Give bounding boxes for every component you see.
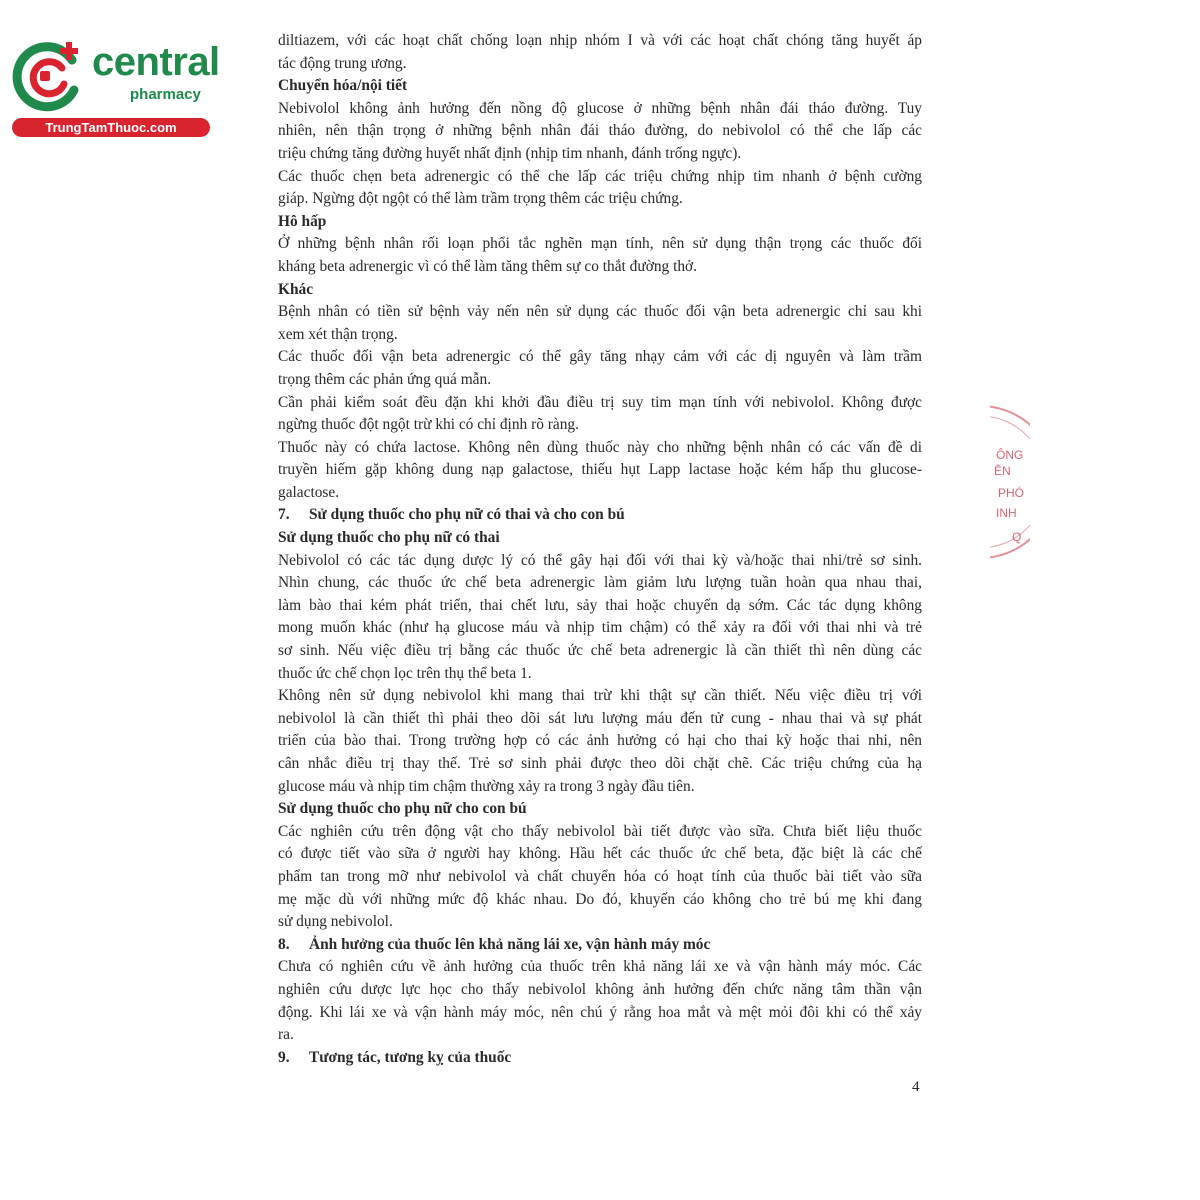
section-number: 9. bbox=[278, 1048, 290, 1066]
text-line: giáp. Ngừng đột ngột có thể làm trầm trọng thêm các triệu chứng. bbox=[278, 190, 683, 208]
section-heading-7 bbox=[278, 504, 922, 527]
section-title: Sử dụng thuốc cho phụ nữ có thai và cho con bú bbox=[309, 506, 625, 524]
text-line: phẩm tan trong mỡ như nebivolol và chất chuyển hóa có hoạt tính của thuốc bài tiết vào sữa bbox=[278, 867, 922, 885]
text-line: triệu chứng tăng đường huyết nhất định (nhịp tim nhanh, đánh trống ngực). bbox=[278, 144, 742, 162]
document-body bbox=[278, 30, 922, 1069]
subheading-respiratory: Hô hấp bbox=[278, 212, 327, 230]
text-line: glucose máu và nhịp tim chậm thường xảy ra trong 3 ngày đầu tiên. bbox=[278, 777, 695, 795]
text-line: sơ sinh. Nếu việc điều trị bằng các thuốc ức chế beta adrenergic là cần thiết thì nên dùng các bbox=[278, 642, 922, 660]
text-line: Bệnh nhân có tiền sử bệnh vảy nến nên sử dụng các thuốc đối vận beta adrenergic chỉ sau khi bbox=[278, 303, 922, 321]
text-line: Nebivolol không ảnh hưởng đến nồng độ glucose ở những bệnh nhân đái tháo đường. Tuy bbox=[278, 99, 922, 117]
section-title: Tương tác, tương kỵ của thuốc bbox=[309, 1048, 512, 1066]
subheading-pregnancy: Sử dụng thuốc cho phụ nữ có thai bbox=[278, 529, 500, 547]
text-line: trọng thêm các phản ứng quá mẫn. bbox=[278, 370, 492, 388]
text-line: triển của bào thai. Trong trường hợp có các ảnh hưởng có hại cho thai kỳ hoặc thai nhi, nên bbox=[278, 732, 922, 750]
subheading-other: Khác bbox=[278, 280, 314, 298]
stamp-fragment: ÊN bbox=[994, 464, 1011, 478]
official-stamp bbox=[990, 402, 1030, 562]
text-line: động. Khi lái xe và vận hành máy móc, nên chú ý rằng hoa mắt và mệt mỏi đôi khi có thể xảy bbox=[278, 1003, 922, 1021]
text-line: Các nghiên cứu trên động vật cho thấy nebivolol bài tiết được vào sữa. Chưa biết liệu thuốc bbox=[278, 822, 922, 840]
section-heading-8 bbox=[278, 934, 922, 957]
text-line: tác động trung ương. bbox=[278, 54, 407, 72]
page-number: 4 bbox=[912, 1079, 920, 1095]
section-number: 7. bbox=[278, 506, 290, 524]
text-line: Không nên sử dụng nebivolol khi mang thai trừ khi thật sự cần thiết. Nếu việc điều trị với bbox=[278, 687, 922, 705]
text-line: Cần phải kiểm soát đều đặn khi khởi đầu điều trị suy tim mạn tính với nebivolol. Không được bbox=[278, 393, 922, 411]
section-number: 8. bbox=[278, 935, 290, 953]
text-line: Thuốc này có chứa lactose. Không nên dùng thuốc này cho những bệnh nhân có các vấn đề di bbox=[278, 438, 922, 456]
text-line: mong muốn khác (như hạ glucose máu và nhịp tim chậm) có thể xảy ra đối với thai nhi và trẻ bbox=[278, 619, 922, 637]
stamp-fragment: PHÓ bbox=[998, 486, 1025, 500]
text-line: Nebivolol có các tác dụng dược lý có thể gây hại đối với thai kỳ và/hoặc thai nhi/trẻ sơ sinh. bbox=[278, 551, 922, 569]
text-line: mẹ mặc dù với những mức độ khác nhau. Do đó, khuyến cáo không cho trẻ bú mẹ khi đang bbox=[278, 890, 922, 908]
text-line: Ở những bệnh nhân rối loạn phổi tắc nghẽn mạn tính, nên sử dụng thận trọng các thuốc đối bbox=[278, 235, 922, 253]
logo-website: TrungTamThuoc.com bbox=[12, 118, 210, 137]
stamp-fragment: ÔNG bbox=[996, 448, 1024, 462]
text-line: sử dụng nebivolol. bbox=[278, 913, 393, 931]
text-line: Chưa có nghiên cứu về ảnh hưởng của thuốc trên khả năng lái xe và vận hành máy móc. Các bbox=[278, 958, 922, 976]
text-line: cân nhắc điều trị thay thế. Trẻ sơ sinh phải được theo dõi chặt chẽ. Các triệu chứng của hạ bbox=[278, 755, 922, 772]
text-line: kháng beta adrenergic vì có thể làm tăng thêm sự co thắt đường thở. bbox=[278, 257, 698, 275]
text-line: xem xét thận trọng. bbox=[278, 325, 398, 343]
stamp-fragment: Q bbox=[1012, 530, 1022, 544]
text-line: có được tiết vào sữa ở người hay không. Hầu hết các thuốc ức chế beta, đặc biệt là các chế bbox=[278, 845, 922, 863]
logo-subtitle: pharmacy bbox=[130, 86, 201, 103]
logo-name: central bbox=[92, 40, 220, 84]
stamp-fragment: INH bbox=[996, 506, 1017, 520]
section-title: Ảnh hưởng của thuốc lên khả năng lái xe, vận hành máy móc bbox=[309, 935, 711, 953]
text-line: ngừng thuốc đột ngột trừ khi có chỉ định rõ ràng. bbox=[278, 416, 579, 434]
text-line: nebivolol là cần thiết thì phải theo dõi sát lưu lượng máu đến tử cung - nhau thai và sự phát bbox=[278, 709, 922, 727]
text-line: nghiên cứu dược lực học cho thấy nebivolol không ảnh hưởng đến chức năng tâm thần vận bbox=[278, 980, 922, 998]
text-line: ra. bbox=[278, 1026, 294, 1044]
subheading-metabolism: Chuyển hóa/nội tiết bbox=[278, 77, 408, 95]
text-line: Các thuốc chẹn beta adrenergic có thể che lấp các triệu chứng nhịp tim nhanh ở bệnh cường bbox=[278, 167, 922, 185]
text-line: Các thuốc đối vận beta adrenergic có thể gây tăng nhạy cảm với các dị nguyên và làm trầm bbox=[278, 348, 922, 366]
text-line: Nhìn chung, các thuốc ức chế beta adrenergic làm giảm lưu lượng tuần hoàn qua nhau thai, bbox=[278, 574, 922, 592]
text-line: diltiazem, với các hoạt chất chống loạn nhịp nhóm I và với các hoạt chất chóng tăng huyết áp bbox=[278, 32, 922, 49]
text-line: galactose. bbox=[278, 483, 340, 501]
subheading-breastfeeding: Sử dụng thuốc cho phụ nữ cho con bú bbox=[278, 800, 527, 818]
text-line: truyền hiếm gặp không dung nạp galactose, thiếu hụt Lapp lactase hoặc kém hấp thu glucose- bbox=[278, 461, 922, 479]
section-heading-9 bbox=[278, 1047, 922, 1070]
text-line: thuốc ức chế chọn lọc trên thụ thể beta 1. bbox=[278, 664, 532, 682]
stamp-ring-icon bbox=[990, 402, 1030, 562]
text-line: nhiên, nên thận trọng ở những bệnh nhân đái tháo đường, do nebivolol có thể che lấp các bbox=[278, 122, 922, 140]
central-pharmacy-logo bbox=[10, 38, 220, 138]
text-line: làm bào thai kém phát triển, thai chết lưu, sảy thai hoặc chuyển dạ sớm. Các tác dụng không bbox=[278, 596, 922, 614]
pharmacy-logo-icon bbox=[12, 38, 88, 114]
